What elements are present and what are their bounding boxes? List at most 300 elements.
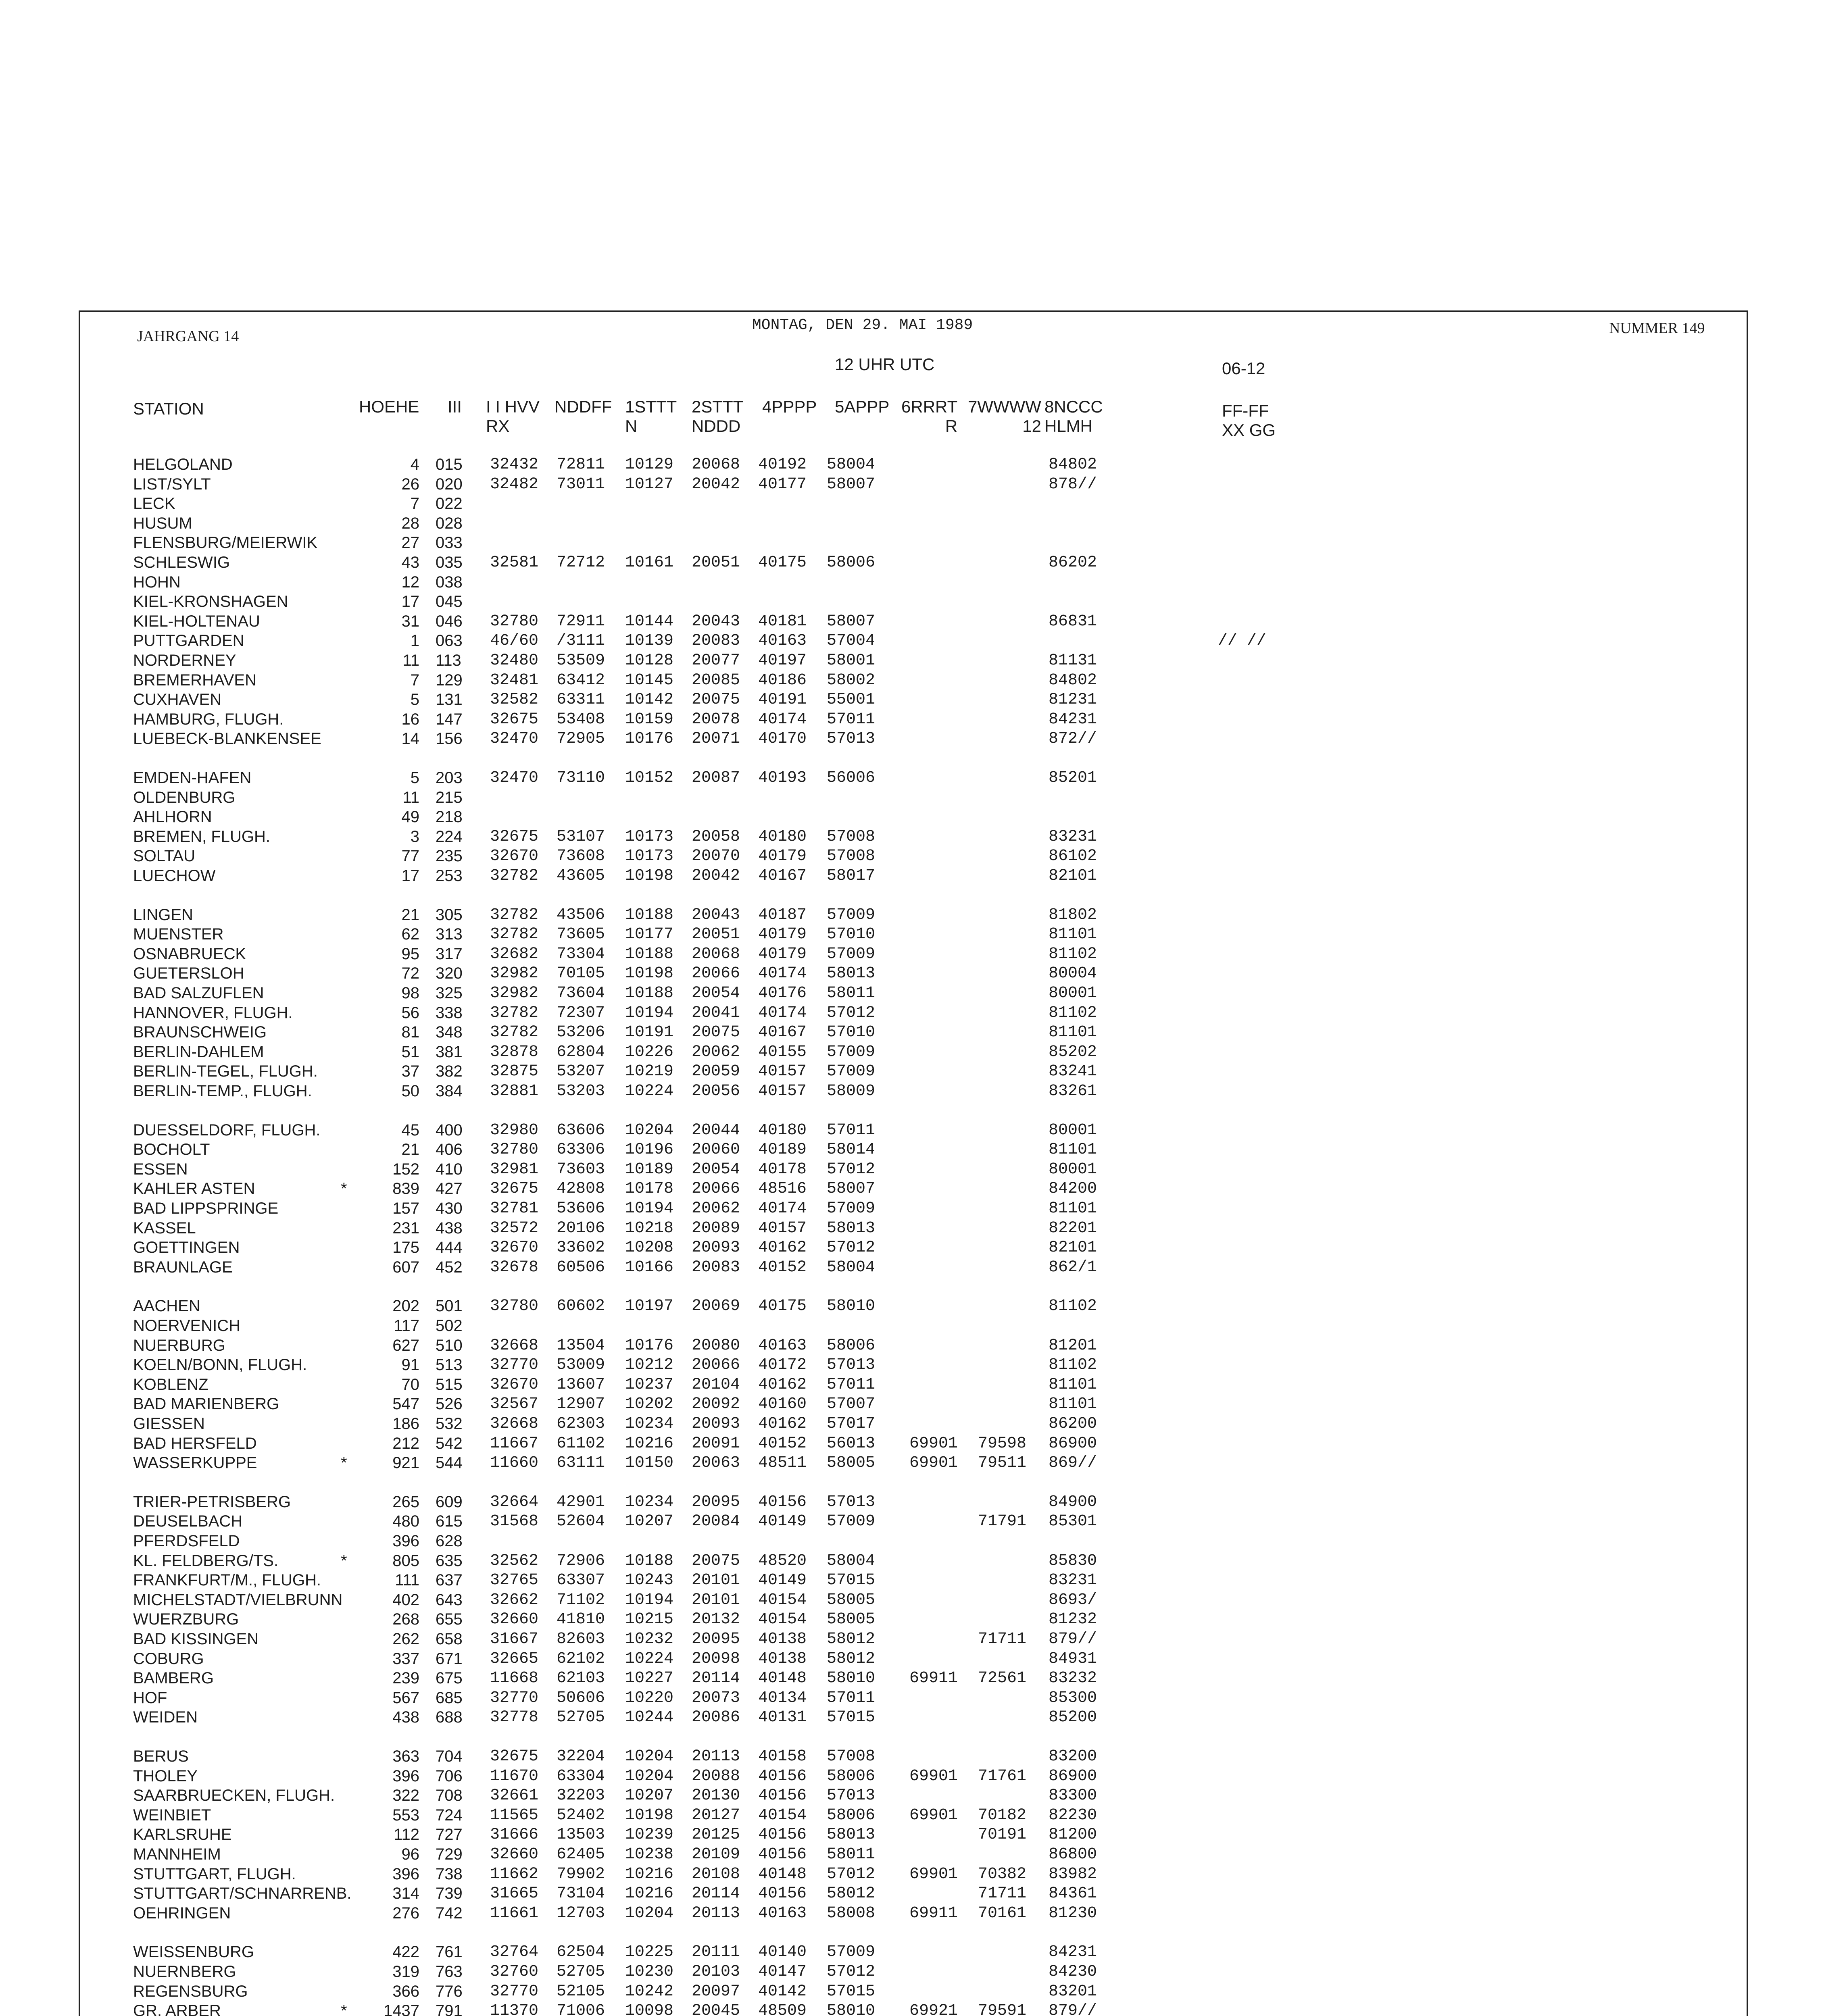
station-name: MANNHEIM [133,1845,221,1863]
data-group-3: 10173 [625,847,674,865]
data-group-5: 40147 [758,1963,807,1981]
station-elevation: 14 [401,730,419,748]
data-group-1: 32664 [490,1493,539,1511]
mountain-station-marker: * [341,1180,347,1198]
data-group-6: 58010 [827,2002,876,2016]
data-group-9: 81101 [1049,925,1097,943]
station-name: FRANKFURT/M., FLUGH. [133,1571,321,1589]
data-group-5: 40187 [758,906,807,924]
station-index: 502 [436,1317,463,1335]
station-name: HOHN [133,573,181,591]
station-index: 215 [436,789,463,806]
station-elevation: 7 [410,495,419,512]
station-name: KIEL-HOLTENAU [133,612,260,630]
data-group-6: 57009 [827,1043,876,1061]
data-group-6: 58004 [827,1552,876,1570]
station-name: SCHLESWIG [133,554,230,571]
station-name: NORDERNEY [133,652,236,669]
data-group-2: 73604 [557,984,605,1002]
data-group-1: 32780 [490,1141,539,1159]
station-name: STUTTGART/SCHNARRENB. [133,1885,352,1902]
data-group-9: 84231 [1049,710,1097,729]
data-group-3: 10177 [625,925,674,943]
station-index: 147 [436,710,463,728]
data-group-2: 53509 [557,652,605,670]
data-group-2: 53009 [557,1356,605,1374]
data-group-1: 32981 [490,1160,539,1179]
data-group-2: 53606 [557,1200,605,1218]
data-group-9: 86831 [1049,612,1097,631]
data-group-3: 10243 [625,1571,674,1589]
station-index: 739 [436,1885,463,1902]
station-name: HANNOVER, FLUGH. [133,1004,293,1022]
data-group-2: 12907 [557,1395,605,1413]
data-group-6: 57012 [827,1160,876,1179]
data-group-5: 40179 [758,945,807,963]
station-name: BERLIN-DAHLEM [133,1043,264,1061]
data-group-9: 84361 [1049,1885,1097,1903]
data-group-5: 40176 [758,984,807,1002]
data-group-3: 10242 [625,1983,674,2001]
data-group-1: 32668 [490,1415,539,1433]
data-group-8: 70161 [978,1904,1027,1922]
station-elevation: 175 [392,1239,419,1256]
data-group-9: 83232 [1049,1669,1097,1687]
station-index: 427 [436,1180,463,1198]
station-name: BREMERHAVEN [133,671,256,689]
station-name: HOF [133,1689,167,1707]
data-group-3: 10208 [625,1239,674,1257]
station-index: 113 [436,652,461,669]
station-name: KAHLER ASTEN [133,1180,255,1198]
data-group-5: 40156 [758,1767,807,1785]
data-group-1: 32481 [490,671,539,689]
data-group-5: 40154 [758,1591,807,1609]
station-index: 400 [436,1121,463,1139]
station-elevation: 81 [401,1023,419,1041]
station-index: 131 [436,691,463,708]
station-elevation: 26 [401,475,419,493]
data-group-3: 10188 [625,984,674,1002]
station-elevation: 627 [392,1337,419,1354]
data-group-2: 62102 [557,1650,605,1668]
data-group-9: 81101 [1049,1141,1097,1159]
data-group-9: 84931 [1049,1650,1097,1668]
data-group-1: 31667 [490,1630,539,1648]
data-group-6: 57008 [827,847,876,865]
data-group-7: 69901 [909,1865,958,1883]
station-elevation: 11 [402,789,419,806]
data-group-1: 32665 [490,1650,539,1668]
station-index: 628 [436,1532,463,1550]
data-group-2: 63606 [557,1121,605,1139]
station-name: MUENSTER [133,925,224,943]
data-group-6: 58007 [827,1180,876,1198]
data-group-6: 58009 [827,1082,876,1100]
data-group-1: 32432 [490,456,539,474]
data-group-4: 20095 [692,1630,740,1648]
data-group-3: 10188 [625,1552,674,1570]
station-index: 729 [436,1845,463,1863]
station-index: 317 [436,945,463,963]
data-group-2: 73104 [557,1885,605,1903]
data-group-3: 10161 [625,554,674,572]
data-group-5: 40140 [758,1943,807,1961]
station-name: KASSEL [133,1219,196,1237]
data-group-5: 40156 [758,1885,807,1903]
data-group-1: 32770 [490,1356,539,1374]
station-name: GUETERSLOH [133,964,244,982]
data-group-2: 53207 [557,1062,605,1081]
data-group-3: 10238 [625,1845,674,1864]
data-group-2: 12703 [557,1904,605,1922]
station-index: 526 [436,1395,463,1413]
station-index: 501 [436,1297,463,1315]
data-group-5: 40163 [758,1904,807,1922]
station-elevation: 396 [392,1532,419,1550]
issue-number: NUMMER 149 [1609,320,1705,337]
data-group-5: 40175 [758,1297,807,1315]
col-iii: III [448,397,462,416]
data-group-4: 20091 [692,1435,740,1453]
data-group-4: 20051 [692,554,740,572]
data-group-6: 58013 [827,1826,876,1844]
data-group-2: 50606 [557,1689,605,1707]
station-elevation: 607 [392,1258,419,1276]
data-group-5: 40162 [758,1415,807,1433]
data-group-6: 57012 [827,1865,876,1883]
data-group-5: 40178 [758,1160,807,1179]
data-group-1: 11667 [490,1435,539,1453]
data-group-3: 10129 [625,456,674,474]
data-group-6: 58017 [827,867,876,885]
data-group-8: 72561 [978,1669,1027,1687]
station-name: OLDENBURG [133,789,236,806]
data-group-9: 878// [1049,475,1097,494]
data-group-7: 69911 [909,1669,958,1687]
station-name: HUSUM [133,514,192,532]
data-group-1: 11660 [490,1454,539,1472]
data-group-9: 872// [1049,730,1097,748]
data-group-4: 20060 [692,1141,740,1159]
data-group-9: 81102 [1049,945,1097,963]
station-index: 742 [436,1904,463,1922]
data-group-4: 20041 [692,1004,740,1022]
data-group-2: 41810 [557,1610,605,1629]
mountain-station-marker: * [341,1552,347,1570]
station-name: SOLTAU [133,847,196,865]
station-name: GOETTINGEN [133,1239,240,1256]
data-group-3: 10204 [625,1904,674,1922]
station-elevation: 231 [392,1219,419,1237]
col-5appp: 5APPP [835,397,890,416]
data-group-6: 56006 [827,769,876,787]
station-name: EMDEN-HAFEN [133,769,252,787]
data-group-3: 10198 [625,1806,674,1824]
data-group-6: 58006 [827,1806,876,1824]
station-elevation: 45 [401,1121,419,1139]
data-group-7: 69921 [909,2002,958,2016]
data-group-1: 32581 [490,554,539,572]
station-name: COBURG [133,1650,204,1668]
data-group-4: 20073 [692,1689,740,1707]
data-group-9: 81232 [1049,1610,1097,1629]
data-group-5: 40138 [758,1650,807,1668]
data-group-2: 72712 [557,554,605,572]
data-group-4: 20043 [692,612,740,631]
data-group-5: 40152 [758,1435,807,1453]
station-name: BAD HERSFELD [133,1435,257,1452]
station-elevation: 3 [410,828,419,846]
data-group-6: 57009 [827,906,876,924]
data-group-2: 62804 [557,1043,605,1061]
data-group-4: 20097 [692,1983,740,2001]
station-name: PUTTGARDEN [133,632,244,650]
data-group-4: 20132 [692,1610,740,1629]
data-group-7: 69901 [909,1454,958,1472]
data-group-1: 32678 [490,1258,539,1277]
data-group-3: 10189 [625,1160,674,1179]
col-6rrrt: 6RRRT R [901,397,958,435]
data-group-4: 20042 [692,475,740,494]
data-group-6: 57012 [827,1004,876,1022]
data-group-4: 20051 [692,925,740,943]
data-group-1: 32482 [490,475,539,494]
station-name: DEUSELBACH [133,1512,243,1530]
data-group-6: 58006 [827,1767,876,1785]
data-group-5: 40174 [758,964,807,983]
station-index: 035 [436,554,463,571]
data-group-1: 32770 [490,1689,539,1707]
station-index: 063 [436,632,463,650]
col-ffff: FF-FF XX GG [1222,401,1276,439]
data-group-2: 52705 [557,1963,605,1981]
data-group-3: 10218 [625,1219,674,1237]
station-name: KIEL-KRONSHAGEN [133,593,288,610]
data-group-6: 57008 [827,828,876,846]
data-group-1: 32764 [490,1943,539,1961]
data-group-1: 32668 [490,1337,539,1355]
data-group-3: 10215 [625,1610,674,1629]
station-elevation: 422 [392,1943,419,1961]
data-group-2: 62504 [557,1943,605,1961]
data-group-2: 62303 [557,1415,605,1433]
period-label: 06-12 [1222,359,1265,378]
data-group-4: 20077 [692,652,740,670]
data-group-1: 32660 [490,1610,539,1629]
station-name: TRIER-PETRISBERG [133,1493,291,1511]
data-group-1: 32770 [490,1983,539,2001]
station-index: 313 [436,925,463,943]
data-group-2: 63111 [557,1454,605,1472]
data-group-2: 53107 [557,828,605,846]
data-group-2: 20106 [557,1219,605,1237]
data-group-4: 20130 [692,1787,740,1805]
station-name: LIST/SYLT [133,475,211,493]
data-group-5: 40157 [758,1082,807,1100]
data-group-1: 32675 [490,710,539,729]
data-group-3: 10198 [625,964,674,983]
station-name: THOLEY [133,1767,198,1785]
data-group-8: 71711 [978,1885,1027,1903]
data-group-4: 20089 [692,1219,740,1237]
data-group-9: 81131 [1049,652,1097,670]
data-group-1: 11370 [490,2002,539,2016]
data-group-8: 79591 [978,2002,1027,2016]
data-group-4: 20109 [692,1845,740,1864]
data-group-9: 85201 [1049,769,1097,787]
data-group-2: 62103 [557,1669,605,1687]
data-group-4: 20066 [692,1356,740,1374]
station-elevation: 265 [392,1493,419,1511]
data-group-6: 57017 [827,1415,876,1433]
data-group-4: 20086 [692,1708,740,1727]
data-group-4: 20093 [692,1415,740,1433]
data-group-3: 10176 [625,1337,674,1355]
data-group-6: 55001 [827,691,876,709]
data-group-6: 57013 [827,730,876,748]
data-group-2: 82603 [557,1630,605,1648]
data-group-4: 20087 [692,769,740,787]
data-group-1: 32881 [490,1082,539,1100]
data-group-1: 11668 [490,1669,539,1687]
data-group-1: 32782 [490,925,539,943]
data-group-1: 11565 [490,1806,539,1824]
data-group-8: 70382 [978,1865,1027,1883]
data-group-4: 20085 [692,671,740,689]
data-group-4: 20075 [692,1023,740,1041]
data-group-9: 84200 [1049,1180,1097,1198]
data-group-5: 40142 [758,1983,807,2001]
data-group-1: 32670 [490,1239,539,1257]
data-group-9: 85300 [1049,1689,1097,1707]
data-group-1: 11662 [490,1865,539,1883]
data-group-4: 20063 [692,1454,740,1472]
data-group-3: 10239 [625,1826,674,1844]
data-group-2: 52105 [557,1983,605,2001]
data-group-2: 52705 [557,1708,605,1727]
station-elevation: 12 [401,573,419,591]
station-name: NOERVENICH [133,1317,240,1335]
data-group-9: 862/1 [1049,1258,1097,1277]
volume-label: JAHRGANG 14 [137,328,239,345]
data-group-3: 10196 [625,1141,674,1159]
station-index: 438 [436,1219,463,1237]
data-group-9: 84231 [1049,1943,1097,1961]
data-group-4: 20095 [692,1493,740,1511]
station-elevation: 157 [392,1200,419,1217]
station-elevation: 438 [392,1708,419,1726]
data-group-5: 40156 [758,1826,807,1844]
station-index: 763 [436,1963,463,1981]
data-group-4: 20045 [692,2002,740,2016]
station-name: BERLIN-TEGEL, FLUGH. [133,1062,318,1080]
data-group-1: 32980 [490,1121,539,1139]
station-name: STUTTGART, FLUGH. [133,1865,296,1883]
data-group-3: 10188 [625,906,674,924]
data-group-2: 70105 [557,964,605,983]
station-name: LINGEN [133,906,193,924]
data-group-6: 57009 [827,1943,876,1961]
data-group-1: 32878 [490,1043,539,1061]
data-group-6: 57009 [827,1512,876,1531]
station-elevation: 1 [410,632,419,650]
data-group-1: 32572 [490,1219,539,1237]
data-group-5: 40152 [758,1258,807,1277]
data-group-1: 32670 [490,1376,539,1394]
data-group-1: 32480 [490,652,539,670]
data-group-5: 40163 [758,632,807,650]
data-group-6: 58007 [827,612,876,631]
data-group-4: 20111 [692,1943,740,1961]
station-elevation: 212 [392,1435,419,1452]
data-group-6: 57008 [827,1747,876,1766]
data-group-9: 81230 [1049,1904,1097,1922]
data-group-9: 86200 [1049,1415,1097,1433]
data-group-5: 40186 [758,671,807,689]
data-group-6: 57010 [827,925,876,943]
data-group-6: 58012 [827,1630,876,1648]
data-group-5: 40174 [758,1004,807,1022]
data-group-3: 10191 [625,1023,674,1041]
data-group-3: 10144 [625,612,674,631]
data-group-5: 40179 [758,925,807,943]
station-name: AHLHORN [133,808,212,826]
station-name: BREMEN, FLUGH. [133,828,271,846]
data-group-9: 86800 [1049,1845,1097,1864]
data-group-6: 58010 [827,1669,876,1687]
station-index: 688 [436,1708,463,1726]
data-group-3: 10237 [625,1376,674,1394]
data-group-9: 82201 [1049,1219,1097,1237]
data-group-9: 879// [1049,2002,1097,2016]
data-group-2: 72906 [557,1552,605,1570]
data-group-6: 58012 [827,1650,876,1668]
station-elevation: 11 [402,652,419,669]
data-group-6: 57009 [827,1200,876,1218]
data-group-4: 20103 [692,1963,740,1981]
station-index: 727 [436,1826,463,1843]
station-name: DUESSELDORF, FLUGH. [133,1121,321,1139]
data-group-9: 83300 [1049,1787,1097,1805]
data-group-1: 32778 [490,1708,539,1727]
data-group-4: 20078 [692,710,740,729]
data-group-9: 86102 [1049,847,1097,865]
station-index: 348 [436,1023,463,1041]
data-group-1: 32982 [490,984,539,1002]
station-elevation: 50 [401,1082,419,1100]
station-index: 129 [436,671,463,689]
col-station: STATION [133,399,204,418]
data-group-7: 69901 [909,1435,958,1453]
data-group-3: 10139 [625,632,674,650]
station-elevation: 319 [392,1963,419,1981]
data-group-3: 10216 [625,1885,674,1903]
data-group-1: 32782 [490,906,539,924]
station-index: 706 [436,1767,463,1785]
station-elevation: 396 [392,1767,419,1785]
station-elevation: 186 [392,1415,419,1433]
data-group-2: 63412 [557,671,605,689]
data-group-1: 32567 [490,1395,539,1413]
data-group-3: 10230 [625,1963,674,1981]
data-group-9: 85830 [1049,1552,1097,1570]
data-group-3: 10142 [625,691,674,709]
col-2sttt: 2STTT NDDD [692,397,744,435]
station-index: 675 [436,1669,463,1687]
station-name: OSNABRUECK [133,945,246,963]
data-group-6: 58011 [827,984,876,1002]
